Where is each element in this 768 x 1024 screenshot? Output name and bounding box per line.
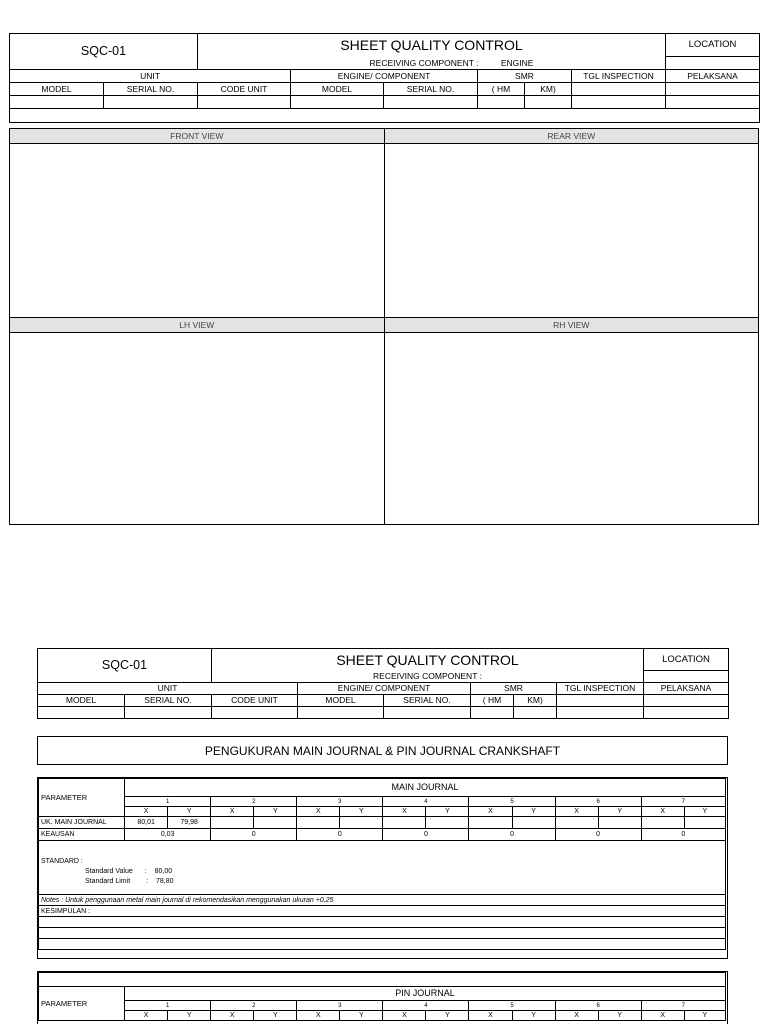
keausan-value-1[interactable]: 0,03: [125, 829, 211, 841]
main-journal-number-2: 2: [211, 797, 297, 807]
km-label: KM): [514, 695, 557, 707]
pin-journal-number-3: 3: [297, 1001, 383, 1011]
uk-main-1x[interactable]: 80,01: [125, 817, 168, 829]
uk-main-7x[interactable]: [641, 817, 684, 829]
pelaksana-label: PELAKSANA: [644, 683, 729, 695]
engine-component-label: ENGINE/ COMPONENT: [291, 70, 478, 83]
keausan-value-5[interactable]: 0: [469, 829, 555, 841]
keausan-value-4[interactable]: 0: [383, 829, 469, 841]
main-journal-number-4: 4: [383, 797, 469, 807]
views-row-top: [9, 128, 759, 318]
main-y-label-1: Y: [168, 807, 211, 817]
parameter-label: PARAMETER: [39, 779, 125, 817]
hm-label: ( HM: [471, 695, 514, 707]
location-field[interactable]: [666, 57, 760, 70]
measurement-title: PENGUKURAN MAIN JOURNAL & PIN JOURNAL CRANKSHAFT: [204, 743, 561, 758]
engine-model-field[interactable]: [298, 707, 384, 719]
keausan-label: KEAUSAN: [39, 829, 125, 841]
rh-view-panel[interactable]: [385, 318, 760, 525]
rear-view-panel[interactable]: [385, 128, 760, 318]
engine-component-label: ENGINE/ COMPONENT: [298, 683, 471, 695]
pelaksana-field[interactable]: [644, 695, 729, 707]
pin-x-label-7: X: [641, 1011, 684, 1021]
standard-label: STANDARD :: [41, 858, 83, 866]
pin-y-label-2: Y: [254, 1011, 297, 1021]
main-journal-table: [38, 778, 726, 950]
blank-row: [39, 841, 726, 851]
location-label: LOCATION: [666, 34, 760, 57]
rear-view-label: REAR VIEW: [385, 129, 759, 144]
hm-field[interactable]: [471, 707, 514, 719]
uk-main-1y[interactable]: 79,98: [168, 817, 211, 829]
km-field[interactable]: [514, 707, 557, 719]
unit-serial-label: SERIAL NO.: [125, 695, 212, 707]
tgl-inspection-label: TGL INSPECTION: [572, 70, 666, 83]
engine-model-label: MODEL: [291, 83, 384, 96]
front-view-label: FRONT VIEW: [10, 129, 384, 144]
rear-view-area[interactable]: [385, 144, 759, 317]
unit-serial-field[interactable]: [104, 96, 198, 109]
code-unit-label: CODE UNIT: [212, 695, 298, 707]
lh-view-label: LH VIEW: [10, 318, 384, 333]
uk-main-2y[interactable]: [254, 817, 297, 829]
sheet-title: SHEET QUALITY CONTROL: [212, 649, 644, 671]
uk-main-3y[interactable]: [340, 817, 383, 829]
main-x-label-3: X: [297, 807, 340, 817]
main-y-label-2: Y: [254, 807, 297, 817]
pin-y-label-1: Y: [168, 1011, 211, 1021]
location-label: LOCATION: [644, 649, 729, 671]
pin-blank-row: [39, 973, 726, 987]
pin-x-label-2: X: [211, 1011, 254, 1021]
pin-journal-number-7: 7: [641, 1001, 725, 1011]
main-x-label-7: X: [641, 807, 684, 817]
pin-journal-number-4: 4: [383, 1001, 469, 1011]
sheet-header-page2: [37, 648, 729, 719]
main-y-label-3: Y: [340, 807, 383, 817]
pelaksana-field[interactable]: [666, 83, 760, 96]
pin-y-label-3: Y: [340, 1011, 383, 1021]
main-journal-label: MAIN JOURNAL: [125, 779, 726, 797]
lh-view-area[interactable]: [10, 333, 384, 524]
main-x-label-5: X: [469, 807, 512, 817]
uk-main-5y[interactable]: [512, 817, 555, 829]
unit-label: UNIT: [38, 683, 298, 695]
keausan-value-6[interactable]: 0: [555, 829, 641, 841]
pin-journal-label: PIN JOURNAL: [125, 987, 726, 1001]
lh-view-panel[interactable]: [9, 318, 385, 525]
pelaksana-value[interactable]: [666, 96, 760, 109]
engine-model-field[interactable]: [291, 96, 384, 109]
unit-serial-field[interactable]: [125, 707, 212, 719]
main-journal-number-3: 3: [297, 797, 383, 807]
pelaksana-label: PELAKSANA: [666, 70, 760, 83]
smr-label: SMR: [471, 683, 557, 695]
standard-block: [39, 851, 726, 895]
main-x-label-4: X: [383, 807, 426, 817]
unit-serial-label: SERIAL NO.: [104, 83, 198, 96]
standard-value-colon: :: [144, 868, 147, 876]
kesimpulan-line-1[interactable]: [39, 917, 726, 928]
tgl-inspection-label: TGL INSPECTION: [557, 683, 644, 695]
hm-field[interactable]: [478, 96, 525, 109]
keausan-value-2[interactable]: 0: [211, 829, 297, 841]
uk-main-4y[interactable]: [426, 817, 469, 829]
sheet-code: SQC-01: [38, 649, 212, 683]
sheet-code: SQC-01: [10, 34, 198, 70]
receiving-component: [198, 57, 666, 70]
main-y-label-7: Y: [684, 807, 725, 817]
sheet-header-page1: [9, 33, 760, 123]
pin-journal-table: [38, 972, 726, 1021]
main-journal-number-6: 6: [555, 797, 641, 807]
unit-model-label: MODEL: [10, 83, 104, 96]
location-field[interactable]: [644, 671, 729, 683]
main-x-label-1: X: [125, 807, 168, 817]
notes-text: Notes : Untuk penggunaan metal main journal di rekomendasikan menggunakan ukuran +0,25: [39, 895, 726, 906]
uk-main-2x[interactable]: [211, 817, 254, 829]
pin-y-label-4: Y: [426, 1011, 469, 1021]
main-journal-number-5: 5: [469, 797, 555, 807]
front-view-area[interactable]: [10, 144, 384, 317]
main-y-label-4: Y: [426, 807, 469, 817]
uk-main-4x[interactable]: [383, 817, 426, 829]
main-x-label-2: X: [211, 807, 254, 817]
uk-main-6y[interactable]: [598, 817, 641, 829]
pin-journal-number-2: 2: [211, 1001, 297, 1011]
tgl-inspection-value[interactable]: [557, 707, 644, 719]
pin-x-label-5: X: [469, 1011, 512, 1021]
pin-journal-number-1: 1: [125, 1001, 211, 1011]
receiving-component-label: RECEIVING COMPONENT :: [373, 671, 482, 681]
standard-value-label: Standard Value: [85, 868, 133, 876]
standard-limit: 78,80: [156, 878, 174, 886]
tgl-inspection-field[interactable]: [557, 695, 644, 707]
pelaksana-value[interactable]: [644, 707, 729, 719]
code-unit-field[interactable]: [198, 96, 291, 109]
standard-limit-colon: :: [146, 878, 149, 886]
code-unit-label: CODE UNIT: [198, 83, 291, 96]
km-label: KM): [525, 83, 572, 96]
rh-view-area[interactable]: [385, 333, 759, 524]
standard-value: 80,00: [154, 868, 173, 876]
hm-label: ( HM: [478, 83, 525, 96]
tgl-inspection-value[interactable]: [572, 96, 666, 109]
parameter-label: PARAMETER: [39, 987, 125, 1021]
pin-y-label-6: Y: [598, 1011, 641, 1021]
pin-journal-number-6: 6: [555, 1001, 641, 1011]
unit-label: UNIT: [10, 70, 291, 83]
pin-x-label-4: X: [383, 1011, 426, 1021]
front-view-panel[interactable]: [9, 128, 385, 318]
main-x-label-6: X: [555, 807, 598, 817]
unit-model-field[interactable]: [38, 707, 125, 719]
measurement-title-box: [37, 736, 728, 765]
kesimpulan-line-2[interactable]: [39, 928, 726, 939]
main-journal-section: [37, 777, 728, 959]
uk-main-7y[interactable]: [684, 817, 725, 829]
kesimpulan-line-3[interactable]: [39, 939, 726, 950]
receiving-component-label: RECEIVING COMPONENT :: [369, 57, 479, 68]
engine-serial-label: SERIAL NO.: [384, 83, 478, 96]
engine-model-label: MODEL: [298, 695, 384, 707]
standard-value-line: [41, 867, 723, 877]
pin-y-label-5: Y: [512, 1011, 555, 1021]
receiving-component-value[interactable]: ENGINE: [500, 57, 534, 68]
main-y-label-5: Y: [512, 807, 555, 817]
engine-serial-label: SERIAL NO.: [384, 695, 471, 707]
sheet-title: SHEET QUALITY CONTROL: [198, 34, 666, 57]
pin-journal-section: [37, 971, 728, 1024]
kesimpulan-label: KESIMPULAN :: [39, 906, 726, 917]
main-y-label-6: Y: [598, 807, 641, 817]
unit-model-label: MODEL: [38, 695, 125, 707]
km-field[interactable]: [525, 96, 572, 109]
engine-serial-field[interactable]: [384, 96, 478, 109]
tgl-inspection-field[interactable]: [572, 83, 666, 96]
views-row-bottom: [9, 318, 759, 525]
pin-x-label-3: X: [297, 1011, 340, 1021]
pin-x-label-6: X: [555, 1011, 598, 1021]
pin-x-label-1: X: [125, 1011, 168, 1021]
uk-main-5x[interactable]: [469, 817, 512, 829]
uk-main-journal-label: UK. MAIN JOURNAL: [39, 817, 125, 829]
spacer-row: [10, 109, 760, 123]
pin-y-label-7: Y: [684, 1011, 725, 1021]
keausan-value-7[interactable]: 0: [641, 829, 725, 841]
rh-view-label: RH VIEW: [385, 318, 759, 333]
main-journal-number-1: 1: [125, 797, 211, 807]
main-journal-number-7: 7: [641, 797, 725, 807]
code-unit-field[interactable]: [212, 707, 298, 719]
uk-main-3x[interactable]: [297, 817, 340, 829]
keausan-value-3[interactable]: 0: [297, 829, 383, 841]
pin-journal-number-5: 5: [469, 1001, 555, 1011]
receiving-component: [212, 671, 644, 683]
engine-serial-field[interactable]: [384, 707, 471, 719]
unit-model-field[interactable]: [10, 96, 104, 109]
smr-label: SMR: [478, 70, 572, 83]
standard-limit-line: [41, 877, 723, 887]
uk-main-6x[interactable]: [555, 817, 598, 829]
standard-limit-label: Standard Limit: [85, 878, 131, 886]
